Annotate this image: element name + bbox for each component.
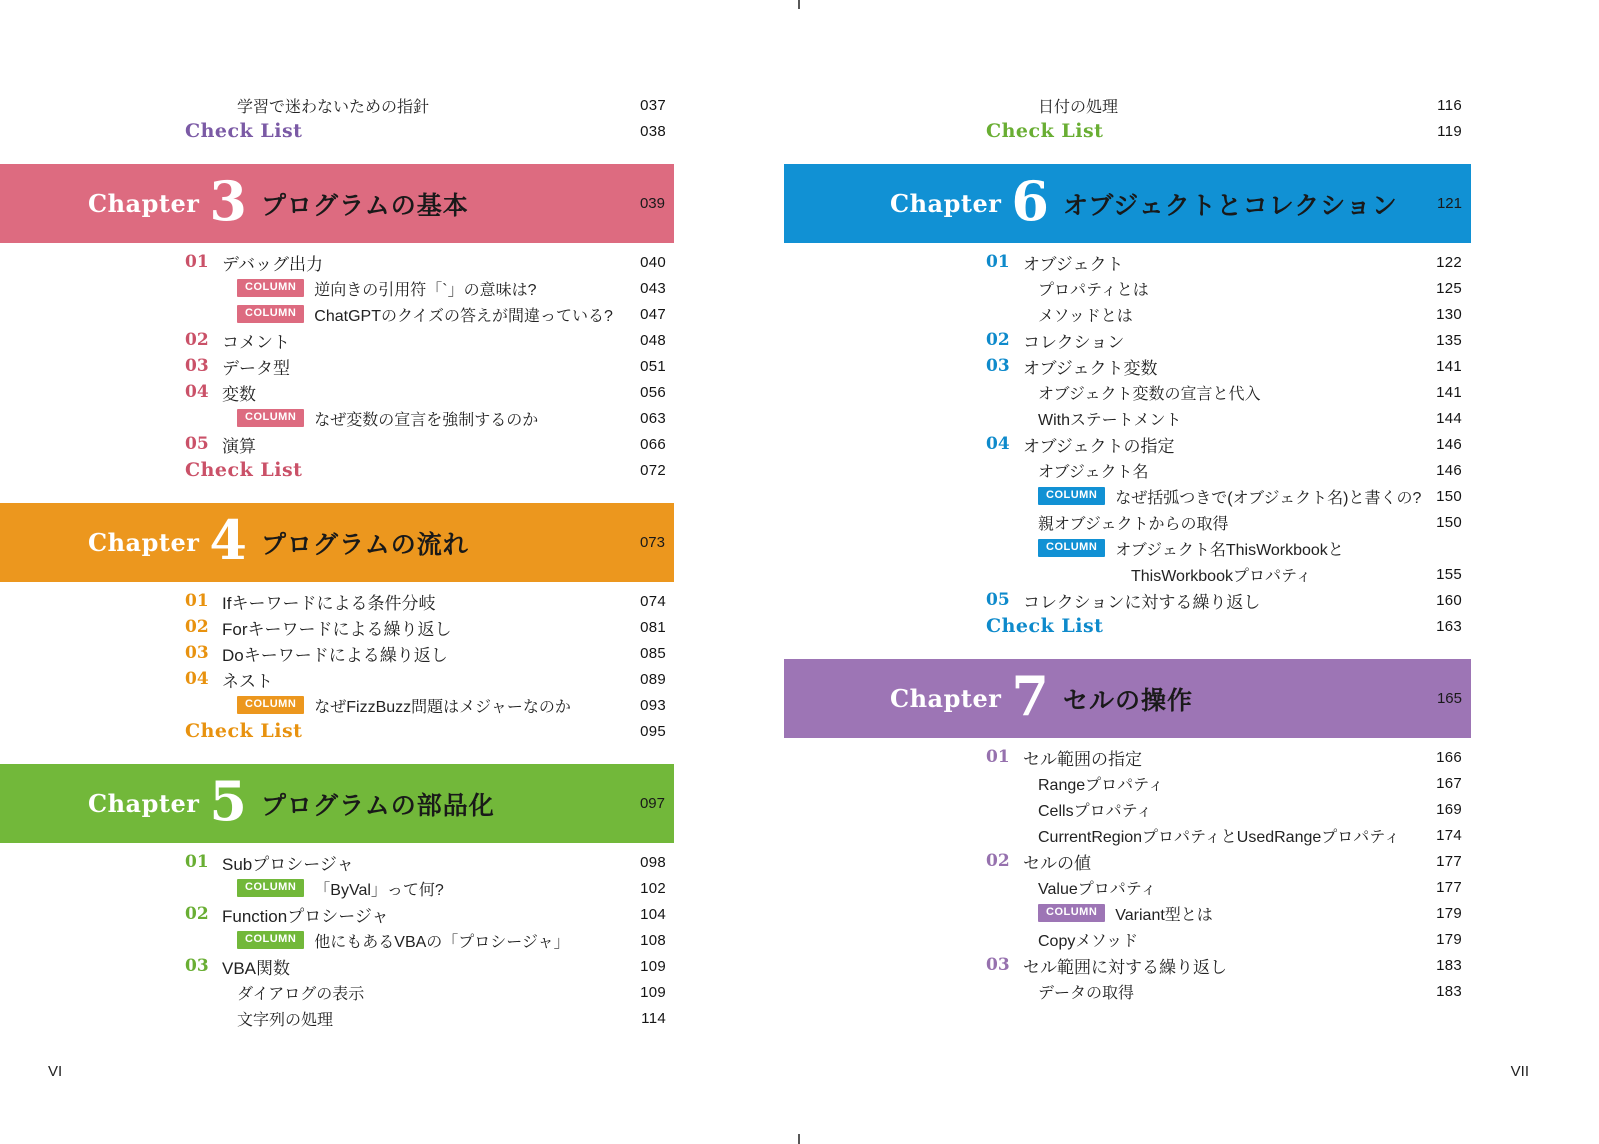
- chapter-7-banner: [784, 659, 1471, 738]
- fold-mark-top: [798, 0, 800, 9]
- entry-title: コメント: [222, 332, 290, 352]
- entry-title: ダイアログの表示: [237, 985, 365, 1003]
- entry-title: 変数: [222, 384, 256, 404]
- toc-subentry: [185, 1005, 666, 1031]
- entry-page-number: 150: [1436, 487, 1462, 505]
- entry-page-number: 141: [1436, 357, 1462, 375]
- chapter-number: 7: [1011, 663, 1049, 728]
- column-badge: COLUMN: [237, 305, 304, 323]
- toc-entry: [185, 379, 666, 405]
- column-badge: COLUMN: [237, 279, 304, 297]
- checklist-label: Check List: [185, 459, 303, 481]
- entry-title: なぜ変数の宣言を強制するのか: [314, 411, 539, 429]
- toc-subentry: [185, 92, 666, 118]
- toc-subentry: [185, 979, 666, 1005]
- entry-title: ThisWorkbookプロパティ: [1131, 567, 1312, 585]
- chapter-number: 3: [209, 168, 247, 233]
- chapter-word: Chapter: [88, 789, 200, 818]
- entry-title: ネスト: [222, 671, 273, 691]
- toc-entry: [185, 327, 666, 353]
- entry-number: 03: [986, 955, 1010, 975]
- column-badge: COLUMN: [237, 931, 304, 949]
- chapter-page-number: 039: [639, 195, 665, 212]
- toc-entry: [185, 353, 666, 379]
- entry-title: プロパティとは: [1038, 281, 1149, 299]
- entry-title: オブジェクトの指定: [1023, 436, 1175, 456]
- toc-checklist-entry: [986, 613, 1462, 639]
- chapter-number: 4: [209, 507, 247, 572]
- toc-entry: [986, 249, 1462, 275]
- toc-checklist-entry: [986, 118, 1462, 144]
- entry-title: 他にもあるVBAの「プロシージャ」: [314, 933, 570, 951]
- toc-rows: [185, 92, 666, 144]
- toc-subentry: [986, 926, 1462, 952]
- entry-page-number: 066: [640, 435, 666, 453]
- toc-rows: [185, 249, 666, 483]
- chapter-number: 5: [209, 768, 247, 833]
- toc-entry: [986, 431, 1462, 457]
- page-folio-right: VII: [1510, 1063, 1529, 1080]
- entry-number: 02: [185, 904, 209, 924]
- toc-entry: [986, 744, 1462, 770]
- entry-page-number: 130: [1436, 305, 1462, 323]
- toc-entry: [185, 953, 666, 979]
- entry-title: Variant型とは: [1115, 906, 1213, 924]
- entry-page-number: 174: [1436, 826, 1462, 844]
- entry-page-number: 163: [1436, 617, 1462, 635]
- toc-checklist-entry: [185, 118, 666, 144]
- entry-title: セル範囲の指定: [1023, 749, 1142, 769]
- entry-number: 03: [185, 356, 209, 376]
- entry-page-number: 166: [1436, 748, 1462, 766]
- entry-number: 01: [986, 252, 1010, 272]
- checklist-label: Check List: [185, 720, 303, 742]
- entry-number: 04: [185, 382, 209, 402]
- toc-entry: [185, 614, 666, 640]
- toc-entry: [185, 431, 666, 457]
- toc-column-entry: [986, 483, 1462, 509]
- entry-page-number: 150: [1436, 513, 1462, 531]
- toc-subentry: [986, 822, 1462, 848]
- entry-title: VBA関数: [222, 958, 291, 978]
- entry-number: 02: [986, 851, 1010, 871]
- entry-page-number: 146: [1436, 435, 1462, 453]
- entry-page-number: 063: [640, 409, 666, 427]
- toc-checklist-entry: [185, 718, 666, 744]
- entry-page-number: 047: [640, 305, 666, 323]
- entry-page-number: 183: [1436, 982, 1462, 1000]
- entry-page-number: 114: [641, 1009, 666, 1027]
- toc-subentry: [986, 275, 1462, 301]
- entry-page-number: 048: [640, 331, 666, 349]
- entry-page-number: 146: [1436, 461, 1462, 479]
- column-badge: COLUMN: [1038, 487, 1105, 505]
- entry-page-number: 109: [640, 957, 666, 975]
- toc-rows: [185, 849, 666, 1031]
- entry-page-number: 037: [640, 96, 666, 114]
- entry-title: 逆向きの引用符「`」の意味は?: [314, 281, 537, 299]
- page-left: [0, 0, 780, 1144]
- entry-page-number: 119: [1437, 122, 1462, 140]
- entry-number: 01: [185, 852, 209, 872]
- entry-number: 05: [986, 590, 1010, 610]
- entry-number: 04: [185, 669, 209, 689]
- entry-page-number: 116: [1437, 96, 1462, 114]
- toc-subentry: [986, 770, 1462, 796]
- toc-subentry: [986, 92, 1462, 118]
- chapter-4-banner: [0, 503, 674, 582]
- entry-page-number: 125: [1436, 279, 1462, 297]
- toc-subentry: [986, 405, 1462, 431]
- chapter-5-banner: [0, 764, 674, 843]
- toc-entry-continuation: [986, 561, 1462, 587]
- entry-title: 文字列の処理: [237, 1011, 334, 1029]
- entry-title: Forキーワードによる繰り返し: [222, 619, 452, 639]
- entry-title: コレクションに対する繰り返し: [1023, 592, 1261, 612]
- chapter-page-number: 073: [639, 534, 665, 551]
- entry-number: 01: [185, 252, 209, 272]
- chapter-number: 6: [1011, 168, 1049, 233]
- entry-title: なぜ括弧つきで(オブジェクト名)と書くの?: [1115, 489, 1422, 507]
- entry-page-number: 104: [640, 905, 666, 923]
- chapter-title: プログラムの基本: [260, 191, 469, 220]
- entry-page-number: 098: [640, 853, 666, 871]
- toc-rows: [986, 249, 1462, 639]
- toc-column-entry: [185, 692, 666, 718]
- toc-entry: [986, 587, 1462, 613]
- entry-title: Functionプロシージャ: [222, 906, 389, 926]
- entry-page-number: 072: [640, 461, 666, 479]
- entry-page-number: 177: [1436, 878, 1462, 896]
- entry-page-number: 179: [1436, 930, 1462, 948]
- entry-page-number: 095: [640, 722, 666, 740]
- chapter-title: セルの操作: [1062, 686, 1193, 715]
- entry-number: 03: [986, 356, 1010, 376]
- entry-title: データ型: [222, 358, 290, 378]
- entry-page-number: 056: [640, 383, 666, 401]
- chapter-word: Chapter: [88, 528, 200, 557]
- entry-page-number: 122: [1436, 253, 1462, 271]
- entry-title: オブジェクト: [1023, 254, 1124, 274]
- chapter-3-banner: [0, 164, 674, 243]
- entry-title: デバッグ出力: [222, 254, 323, 274]
- entry-page-number: 051: [640, 357, 666, 375]
- chapter-6-banner: [784, 164, 1471, 243]
- entry-number: 02: [185, 617, 209, 637]
- toc-column-entry: [185, 927, 666, 953]
- entry-title: CurrentRegionプロパティとUsedRangeプロパティ: [1038, 828, 1400, 846]
- chapter-title: プログラムの流れ: [260, 530, 469, 559]
- entry-title: セル範囲に対する繰り返し: [1023, 957, 1227, 977]
- chapter-word: Chapter: [890, 189, 1002, 218]
- entry-number: 03: [185, 956, 209, 976]
- page-flow-left: [0, 0, 780, 1031]
- toc-entry: [185, 249, 666, 275]
- toc-rows: [986, 744, 1462, 1004]
- entry-title: Copyメソッド: [1038, 932, 1139, 950]
- entry-title: オブジェクト名ThisWorkbookと: [1115, 541, 1344, 559]
- entry-page-number: 093: [640, 696, 666, 714]
- toc-entry: [986, 327, 1462, 353]
- toc-subentry: [986, 509, 1462, 535]
- entry-title: セルの値: [1023, 853, 1091, 873]
- entry-title: オブジェクト名: [1038, 463, 1149, 481]
- chapter-page-number: 121: [1436, 195, 1462, 212]
- entry-title: ChatGPTのクイズの答えが間違っている?: [314, 307, 613, 325]
- entry-page-number: 089: [640, 670, 666, 688]
- toc-column-entry: [185, 275, 666, 301]
- chapter-title: プログラムの部品化: [260, 791, 495, 820]
- entry-number: 05: [185, 434, 209, 454]
- entry-title: Cellsプロパティ: [1038, 802, 1153, 820]
- entry-page-number: 141: [1436, 383, 1462, 401]
- toc-subentry: [986, 978, 1462, 1004]
- entry-page-number: 177: [1436, 852, 1462, 870]
- toc-subentry: [986, 301, 1462, 327]
- entry-number: 01: [986, 747, 1010, 767]
- toc-checklist-entry: [185, 457, 666, 483]
- toc-entry: [185, 849, 666, 875]
- toc-rows: [986, 92, 1462, 144]
- column-badge: COLUMN: [237, 696, 304, 714]
- entry-page-number: 081: [640, 618, 666, 636]
- toc-subentry: [986, 379, 1462, 405]
- checklist-label: Check List: [986, 615, 1104, 637]
- entry-number: 02: [185, 330, 209, 350]
- toc-rows: [185, 588, 666, 744]
- entry-number: 02: [986, 330, 1010, 350]
- column-badge: COLUMN: [1038, 904, 1105, 922]
- toc-column-entry: [185, 301, 666, 327]
- toc-entry: [185, 588, 666, 614]
- entry-page-number: 160: [1436, 591, 1462, 609]
- entry-page-number: 085: [640, 644, 666, 662]
- entry-title: オブジェクト変数: [1023, 358, 1158, 378]
- entry-page-number: 183: [1436, 956, 1462, 974]
- entry-title: 「ByVal」って何?: [314, 881, 444, 899]
- entry-page-number: 144: [1436, 409, 1462, 427]
- chapter-word: Chapter: [890, 684, 1002, 713]
- entry-page-number: 167: [1436, 774, 1462, 792]
- entry-page-number: 038: [640, 122, 666, 140]
- entry-page-number: 155: [1436, 565, 1462, 583]
- entry-title: Valueプロパティ: [1038, 880, 1157, 898]
- entry-page-number: 169: [1436, 800, 1462, 818]
- entry-page-number: 074: [640, 592, 666, 610]
- entry-title: Subプロシージャ: [222, 854, 354, 874]
- entry-page-number: 179: [1436, 904, 1462, 922]
- toc-entry: [986, 848, 1462, 874]
- entry-title: 演算: [222, 436, 256, 456]
- toc-subentry: [986, 796, 1462, 822]
- entry-title: オブジェクト変数の宣言と代入: [1038, 385, 1261, 403]
- entry-title: メソッドとは: [1038, 307, 1133, 325]
- toc-column-entry: [986, 900, 1462, 926]
- entry-page-number: 108: [640, 931, 666, 949]
- toc-entry: [986, 952, 1462, 978]
- entry-page-number: 102: [640, 879, 666, 897]
- toc-subentry: [986, 457, 1462, 483]
- entry-page-number: 135: [1436, 331, 1462, 349]
- toc-entry: [986, 353, 1462, 379]
- entry-title: 親オブジェクトからの取得: [1038, 515, 1229, 533]
- entry-title: なぜFizzBuzz問題はメジャーなのか: [314, 698, 571, 716]
- entry-title: Ifキーワードによる条件分岐: [222, 593, 436, 613]
- column-badge: COLUMN: [237, 409, 304, 427]
- entry-number: 01: [185, 591, 209, 611]
- chapter-title: オブジェクトとコレクション: [1062, 191, 1398, 220]
- entry-number: 03: [185, 643, 209, 663]
- toc-column-entry: [185, 405, 666, 431]
- entry-title: データの取得: [1038, 984, 1135, 1002]
- entry-page-number: 040: [640, 253, 666, 271]
- entry-title: コレクション: [1023, 332, 1125, 352]
- toc-column-entry: [986, 535, 1462, 561]
- column-badge: COLUMN: [1038, 539, 1105, 557]
- chapter-word: Chapter: [88, 189, 200, 218]
- entry-page-number: 043: [640, 279, 666, 297]
- toc-column-entry: [185, 875, 666, 901]
- checklist-label: Check List: [986, 120, 1104, 142]
- entry-title: Rangeプロパティ: [1038, 776, 1164, 794]
- entry-title: 学習で迷わないための指針: [237, 98, 430, 116]
- entry-title: Withステートメント: [1038, 411, 1182, 429]
- toc-entry: [185, 640, 666, 666]
- page-flow-right: [784, 0, 1599, 1004]
- column-badge: COLUMN: [237, 879, 304, 897]
- fold-mark-bottom: [798, 1134, 800, 1144]
- page-folio-left: VI: [48, 1063, 63, 1080]
- entry-title: 日付の処理: [1038, 98, 1119, 116]
- chapter-page-number: 097: [639, 795, 665, 812]
- page-right: [784, 0, 1599, 1144]
- entry-number: 04: [986, 434, 1010, 454]
- entry-page-number: 109: [640, 983, 666, 1001]
- chapter-page-number: 165: [1436, 690, 1462, 707]
- toc-entry: [185, 666, 666, 692]
- toc-subentry: [986, 874, 1462, 900]
- entry-title: Doキーワードによる繰り返し: [222, 645, 448, 665]
- checklist-label: Check List: [185, 120, 303, 142]
- toc-entry: [185, 901, 666, 927]
